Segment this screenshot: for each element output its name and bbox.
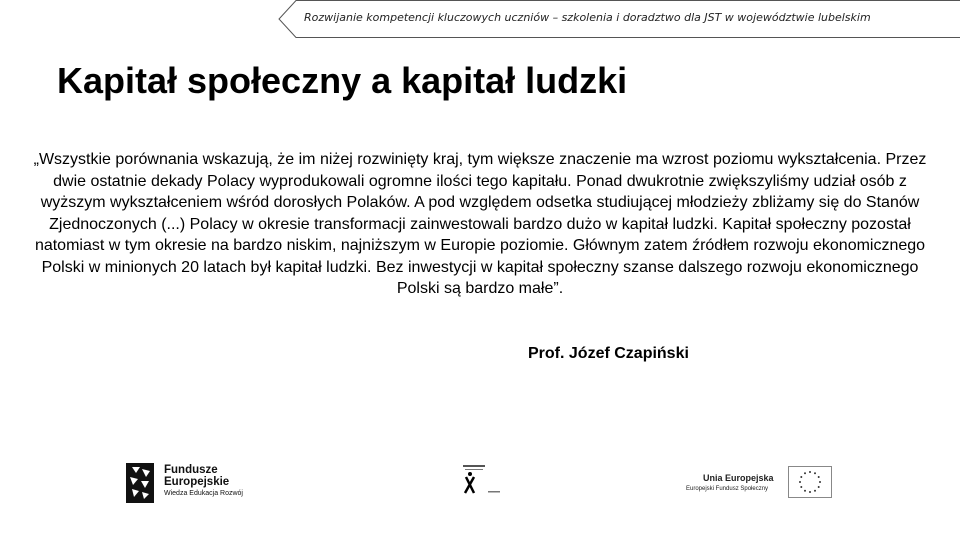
fe-logo-subtitle: Wiedza Edukacja Rozwój [164,490,243,497]
header-banner [278,0,960,38]
regional-emblem-icon [460,463,506,497]
fe-logo-name [164,464,229,488]
fe-logo-line2: Europejskie [164,476,230,488]
quote-author: Prof. Józef Czapiński [528,345,689,362]
fe-emblem-icon [124,461,156,505]
quote-text: „Wszystkie porównania wskazują, że im niżej rozwinięty kraj, tym większe znaczenie ma wzrost poziomu wykształcenia. Przez dwie ostatnie dekady Polacy wyprodukowali ogromne ilości tego kapitału. Ponad dwukrotnie zwiększyliśmy udział osób z wyższym wykształceniem wśród dorosłych Polaków. A pod względem odsetka studiującej młodzieży zbliżamy się do Stanów Zjednoczonych (...) Polacy w okresie transformacji zainwestowali bardzo dużo w kapitał ludzki. Kapitał społeczny pozostał natomiast w tym okresie na bardzo niskim, najniższym w Europie poziomie. Głównym zatem źródłem rozwoju ekonomicznego Polski w minionych 20 latach był kapitał ludzki. Bez inwestycji w kapitał społeczny szanse dalszego rozwoju ekonomicznego Polski są bardzo małe”. [33,151,927,297]
regional-logo [460,463,506,497]
eu-logo-name: Unia Europejska [703,473,774,483]
eu-flag-icon [788,466,832,498]
slide-title: Kapitał społeczny a kapitał ludzki [57,60,628,101]
unia-europejska-logo [686,466,834,500]
eu-logo-subtitle: Europejski Fundusz Społeczny [686,486,769,492]
fe-logo-line1: Fundusze [164,464,218,476]
fundusze-europejskie-logo [124,461,264,505]
banner-text: Rozwijanie kompetencji kluczowych uczniów – szkolenia i doradztwo dla JST w województwie lubelskim [304,11,871,24]
